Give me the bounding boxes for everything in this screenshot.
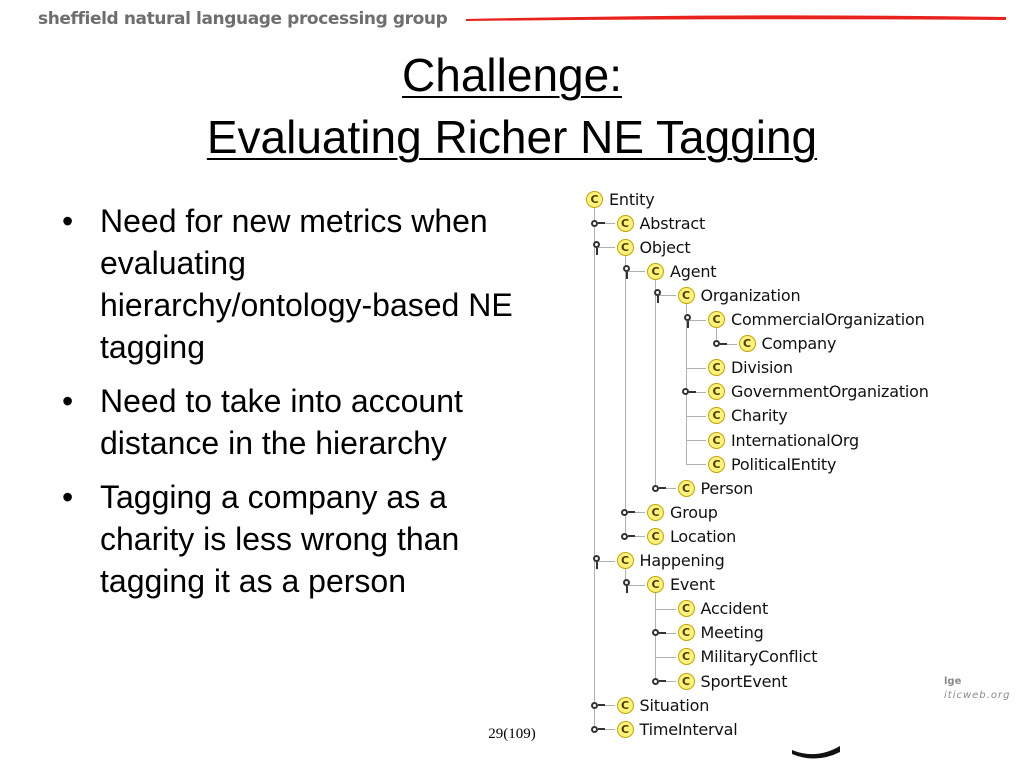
class-icon: C bbox=[617, 721, 634, 738]
tree-connector bbox=[594, 207, 595, 729]
tree-node-event[interactable] bbox=[647, 574, 715, 596]
tree-node-label: CommercialOrganization bbox=[731, 310, 925, 329]
expand-toggle-icon[interactable] bbox=[652, 482, 668, 494]
class-icon: C bbox=[678, 673, 695, 690]
tree-node-group[interactable] bbox=[647, 501, 718, 523]
tree-node-happening[interactable] bbox=[617, 550, 725, 572]
tree-node-label: MilitaryConflict bbox=[700, 647, 818, 667]
collapse-toggle-icon[interactable] bbox=[684, 314, 692, 328]
slide-title bbox=[0, 44, 1024, 168]
tree-node-meeting[interactable] bbox=[678, 622, 764, 644]
tree-node-label: GovernmentOrganization bbox=[731, 382, 929, 402]
expand-toggle-icon[interactable] bbox=[621, 506, 637, 518]
tree-connector bbox=[625, 255, 626, 536]
tree-node-label: Happening bbox=[639, 551, 725, 570]
cut-off-url: iticweb.org bbox=[944, 690, 1011, 701]
tree-node-location[interactable] bbox=[647, 525, 736, 547]
class-icon: C bbox=[678, 624, 695, 641]
tree-node-label: Division bbox=[731, 358, 793, 378]
class-icon: C bbox=[708, 432, 725, 449]
tree-node-entity[interactable] bbox=[586, 188, 655, 210]
class-icon: C bbox=[617, 215, 634, 232]
tree-node-abstract[interactable] bbox=[617, 212, 706, 234]
class-icon: C bbox=[678, 600, 695, 617]
class-icon: C bbox=[647, 504, 664, 521]
tree-node-label: Event bbox=[670, 575, 715, 595]
expand-toggle-icon[interactable] bbox=[621, 530, 637, 542]
class-icon: C bbox=[708, 383, 725, 400]
ontology-tree bbox=[560, 180, 980, 746]
tree-node-label: Object bbox=[639, 237, 691, 257]
tree-connector bbox=[686, 440, 707, 441]
class-icon: C bbox=[647, 528, 664, 545]
tree-node-company[interactable] bbox=[739, 333, 837, 355]
tree-node-sportevent[interactable] bbox=[678, 670, 788, 692]
class-icon: C bbox=[678, 480, 695, 497]
tree-node-label: InternationalOrg bbox=[731, 430, 859, 450]
tree-connector bbox=[686, 368, 707, 369]
class-icon: C bbox=[708, 407, 725, 424]
expand-toggle-icon[interactable] bbox=[652, 675, 668, 687]
tree-connector bbox=[655, 279, 656, 488]
expand-toggle-icon[interactable] bbox=[682, 386, 698, 398]
collapse-toggle-icon[interactable] bbox=[623, 265, 631, 279]
class-icon: C bbox=[678, 648, 695, 665]
tree-node-label: Person bbox=[700, 478, 754, 498]
tree-node-governmentorganization[interactable] bbox=[708, 381, 929, 403]
collapse-toggle-icon[interactable] bbox=[654, 289, 662, 303]
cut-off-text: lge bbox=[944, 676, 962, 687]
collapse-toggle-icon[interactable] bbox=[593, 555, 601, 569]
tree-node-charity[interactable] bbox=[708, 405, 787, 427]
tree-node-agent[interactable] bbox=[647, 260, 716, 282]
tree-node-commercialorganization[interactable] bbox=[708, 309, 925, 331]
tree-node-label: Location bbox=[670, 526, 737, 546]
expand-toggle-icon[interactable] bbox=[652, 627, 668, 639]
tree-node-label: SportEvent bbox=[700, 671, 788, 691]
class-icon: C bbox=[678, 287, 695, 304]
slide-title-line-1: Challenge: bbox=[402, 49, 622, 101]
class-icon: C bbox=[617, 552, 634, 569]
tree-node-object[interactable] bbox=[617, 236, 691, 258]
class-icon: C bbox=[708, 456, 725, 473]
tree-node-label: Meeting bbox=[700, 623, 764, 643]
tree-node-accident[interactable] bbox=[678, 598, 769, 620]
header-accent-rule bbox=[466, 14, 1006, 23]
tree-node-person[interactable] bbox=[678, 477, 754, 499]
group-logo: sheffield natural language processing group bbox=[38, 9, 448, 29]
tree-node-label: Situation bbox=[639, 695, 710, 715]
tree-node-label: PoliticalEntity bbox=[731, 454, 837, 474]
collapse-toggle-icon[interactable] bbox=[593, 241, 601, 255]
class-icon: C bbox=[617, 697, 634, 714]
tree-connector bbox=[686, 416, 707, 417]
expand-toggle-icon[interactable] bbox=[591, 699, 607, 711]
collapse-toggle-icon[interactable] bbox=[623, 579, 631, 593]
tree-node-label: Abstract bbox=[639, 213, 706, 233]
tree-node-division[interactable] bbox=[708, 357, 793, 379]
logo-swoosh bbox=[790, 742, 842, 760]
class-icon: C bbox=[617, 239, 634, 256]
tree-node-label: Entity bbox=[609, 189, 655, 209]
tree-node-label: Organization bbox=[700, 285, 801, 305]
tree-node-label: Charity bbox=[731, 406, 788, 426]
bullet-item: • Tagging a company as a charity is less wrong than tagging it as a person bbox=[58, 476, 518, 602]
expand-toggle-icon[interactable] bbox=[713, 338, 729, 350]
page-number: 29(109) bbox=[488, 726, 536, 742]
tree-node-organization[interactable] bbox=[678, 284, 801, 306]
tree-node-militaryconflict[interactable] bbox=[678, 646, 818, 668]
slide-title-line-2: Evaluating Richer NE Tagging bbox=[206, 111, 818, 163]
tree-node-internationalorg[interactable] bbox=[708, 429, 859, 451]
tree-connector bbox=[655, 609, 676, 610]
tree-node-label: Agent bbox=[670, 261, 717, 281]
tree-connector bbox=[655, 657, 676, 658]
class-icon: C bbox=[708, 311, 725, 328]
tree-node-label: Company bbox=[761, 334, 837, 354]
tree-connector bbox=[686, 464, 707, 465]
class-icon: C bbox=[708, 359, 725, 376]
tree-node-label: TimeInterval bbox=[639, 719, 738, 739]
bullet-list bbox=[58, 200, 518, 614]
tree-node-situation[interactable] bbox=[617, 694, 710, 716]
class-icon: C bbox=[586, 191, 603, 208]
tree-node-politicalentity[interactable] bbox=[708, 453, 836, 475]
class-icon: C bbox=[647, 576, 664, 593]
class-icon: C bbox=[739, 335, 756, 352]
tree-node-label: Group bbox=[670, 502, 718, 522]
expand-toggle-icon[interactable] bbox=[591, 217, 607, 229]
bullet-item: • Need for new metrics when evaluating hierarchy/ontology-based NE tagging bbox=[58, 200, 518, 368]
class-icon: C bbox=[647, 263, 664, 280]
tree-node-label: Accident bbox=[700, 599, 769, 619]
bullet-item: • Need to take into account distance in the hierarchy bbox=[58, 380, 518, 464]
